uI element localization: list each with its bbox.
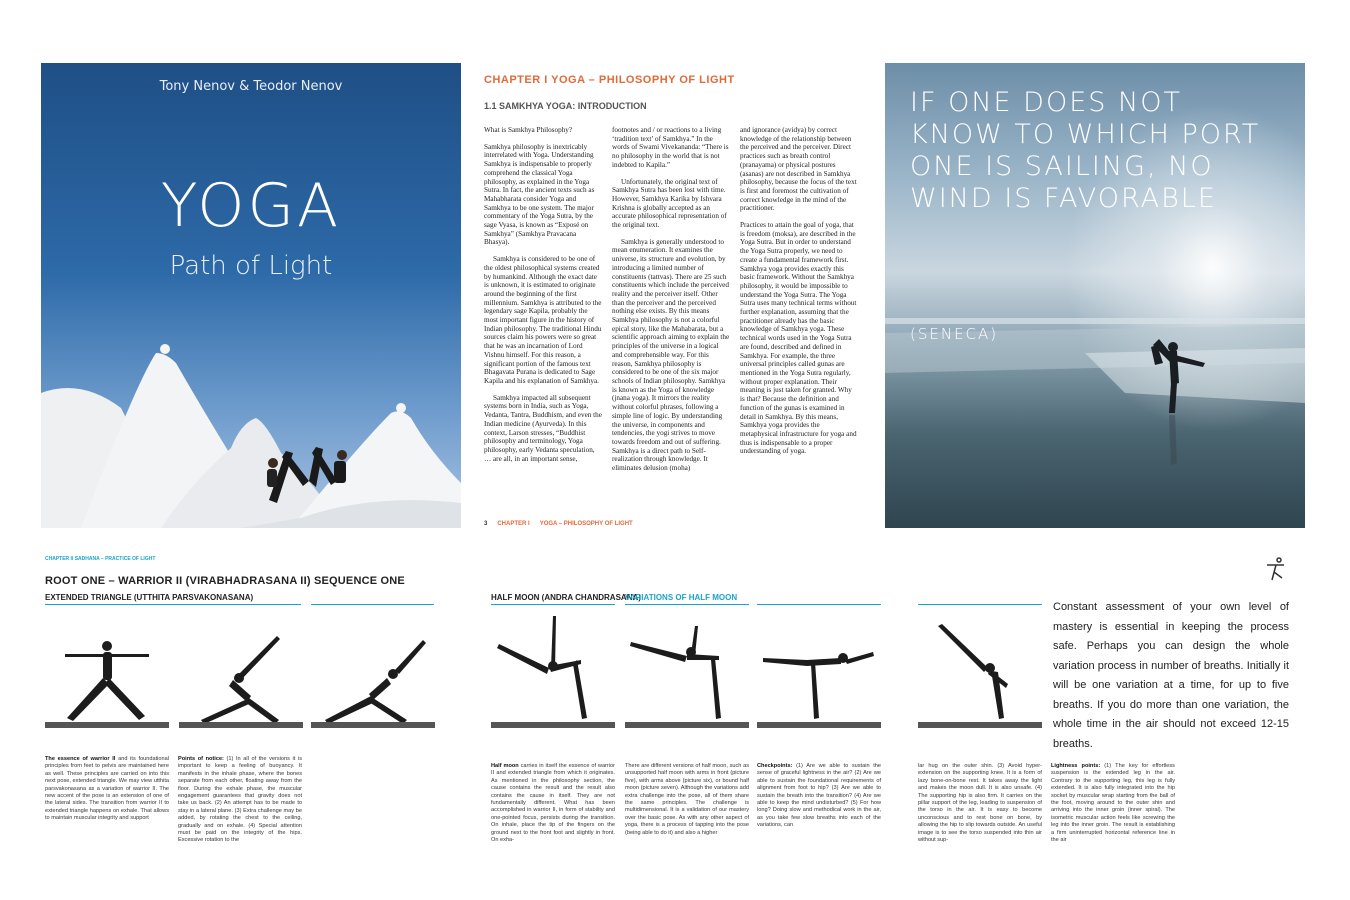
body-text: carries in itself the essence of warrior II and extended triangle from which it originates. As mentioned in the philosophy section, the cause contains the result and the result also contains the cause in itself. They are not fundamentally different. What has been accomplished in warrior II, in form of stability and one-pointed focus, persists during the transition. On inhale, place the tip of the fingers on the ground next to the front foot and slightly in front. On exha- xyxy=(491,763,615,844)
pull-quote: Constant assessment of your own level of mastery is essential in keeping the process safe. Perhaps you can design the whole variation process in number of breaths. Initially it will be one variation at a time, for up to five breaths. If you do more than one variation, the whole time in the air should not exceed 12-15 breaths. xyxy=(1053,601,1289,750)
paragraph: Samkhya is considered to be one of the oldest philosophical systems created by humankind. Although the exact date is unknown, it is estimated to originate around the beginning of the first millennium. Samkhya is attributed to the legendary sage Kapila, probably the most important figure in the history of Indian philosophy. The traditional Hindu sources claim his powers were so great that he was an incarnation of Lord Vishnu himself. For this reason, a significant portion of the famous text Bhagavata Purana is dedicated to Sage Kapila and his explanation of Samkhya. xyxy=(484,255,602,385)
body-text-column xyxy=(918,763,1042,844)
body-text: lar hug on the outer shin. (3) Avoid hyper-extension on the supporting knee. It is a form of lazy bone-on-bone rest. It takes away the light and makes the moon dull. It is also unsafe. (4) The supporting hip is also firm. It carries on the pillar support of the leg, leading to suspension of the torso in the air. It is easy to become unconscious and to rest bone on bone, by allowing the hip to slip towards outside. An useful image is to see the torso suspended into thin air without sup- xyxy=(918,763,1042,844)
page-number: 3 xyxy=(484,521,488,527)
lead-in: Half moon xyxy=(491,763,519,769)
paragraph: Samkhya impacted all subsequent systems born in India, such as Yoga, Vedanta, Tantra, Buddhism, and even the Indian medicine (Ayurveda). In this context, Larson stresses, “Buddhist philosophy and terminology, Yoga philosophy, early Vedanta speculation, … are all, in an important sense, xyxy=(484,393,602,463)
pose-photo xyxy=(757,612,881,728)
pose-photo xyxy=(491,612,615,728)
divider xyxy=(45,604,301,605)
divider xyxy=(311,604,434,605)
text-column-2 xyxy=(612,126,730,481)
divider xyxy=(918,604,1042,605)
cover-title: YOGA xyxy=(160,171,342,241)
cover-authors: Tony Nenov & Teodor Nenov xyxy=(159,79,343,94)
paragraph: Samkhya is generally understood to mean enumeration. It examines the universe, its structure and evolution, by introducing a limited number of constituents (tattvas). There are 25 such constituents which include the perceived reality and the perceiver itself. Other than the perceiver and the perceived nothing else exists. By this means Samkhya philosophy is not a colorful epical story, like the Mahabarata, but a scientific approach aiming to explain the principles of the universe in a logical and comprehensible way. For this reason, Samkhya philosophy is considered to be one of the six major schools of Indian philosophy. Samkhya is known as the Yoga of knowledge (jnana yoga). It mirrors the reality without colorful phrases, following a simple line of logic. By understanding the universe, in components and tendencies, the yogi strives to move towards freedom and out of suffering. Samkhya is a direct path to Self-realization through knowledge. It eliminates delusion (moha) xyxy=(612,237,730,473)
body-text-column xyxy=(1051,763,1175,844)
body-text-column xyxy=(178,756,302,845)
quote-photo-page xyxy=(885,63,1305,528)
paragraph: and ignorance (avidya) by correct knowledge of the relationship between the perceived and the perceiver. Direct practices such as breath control (pranayama) or physical postures (asanas) are not described in Samkhya philosophy, because the focus of the text is first and foremost the cultivation of correct knowledge in the mind of the practitioner. xyxy=(740,126,857,213)
paragraph: What is Samkhya Philosophy? xyxy=(484,126,573,134)
footer-chapter: CHAPTER I xyxy=(497,521,530,527)
body-text: and its foundational principles from feet to pelvis are maintained here as well. These principles are carried on into this next pose, extended triangle. We may view utthita parsvakonasana as a variation of warrior II. The new accent of the pose is an extension of one of the lateral sides. The transition from warrior II to extended triangle happens on exhale. That allows to maintain muscular integrity and support xyxy=(45,756,169,822)
body-text: (1) In all of the versions it is important to keep a feeling of buoyancy. It manifests in the inhale phase, where the bones separate from each other, floating away from the floor. During the exhale phase, the muscular engagement guarantees that gravity does not take us back. (2) An attempt has to be made to stay in a lateral plane. (3) Extra challenge may be added, by rotating the chest to the ceiling, gradually and on exhale. (4) Special attention must be paid on the integrity of the hips. Excessive rotation to the xyxy=(178,756,303,844)
page-footer xyxy=(484,512,633,530)
pose-photo xyxy=(45,618,169,728)
lead-in: Lightness points: xyxy=(1051,763,1101,769)
warrior-figure-icon xyxy=(45,618,169,728)
body-text: (1) Are we able to sustain the sense of graceful lightness in the air? (2) Are we able to sustain the foundational requirements of alignment from foot to hip? (3) Are we able to sustain the breath into the transition? (4) Are we able to keep the mind undisturbed? (5) For how long? Doing slow and methodical work in the air, as you take few slow breaths into each of the variations, can xyxy=(757,763,881,829)
quote-text: IF ONE DOES NOT KNOW TO WHICH PORT ONE IS SAILING, NO WIND IS FAVORABLE xyxy=(910,87,1261,214)
divider xyxy=(491,604,615,605)
lead-in: Checkpoints: xyxy=(757,763,793,769)
extended-triangle-figure-icon xyxy=(179,618,303,728)
pose-subheading: HALF MOON (ANDRA CHANDRASANA) xyxy=(491,593,641,602)
pose-photo xyxy=(918,612,1042,728)
pose-subheading: EXTENDED TRIANGLE (UTTHITA PARSVAKONASANA) xyxy=(45,593,254,602)
half-moon-arms-front-figure-icon xyxy=(625,612,749,728)
pose-photo xyxy=(179,618,303,728)
divider xyxy=(757,604,881,605)
half-moon-figure-icon xyxy=(491,612,615,728)
section-title: 1.1 SAMKHYA YOGA: INTRODUCTION xyxy=(484,101,647,111)
pose-subheading: VARIATIONS OF HALF MOON xyxy=(625,593,738,602)
body-text: (1) The key for effortless suspension is the extended leg in the air. Contrary to the supporting leg, this leg is fully extended. It is also fully integrated into the hip socket by muscular wrap starting from the ball of the foot, moving around to the outer shin and arriving into the inner groin (inner spiral). The isometric muscular action feels like screwing the leg into the inner groin. The result is establishing a firm uninterrupted horizontal reference line in the air xyxy=(1051,763,1175,844)
body-text: There are different versions of half moon, such as unsupported half moon with arms in front (picture five), with arms above (picture six), or bound half moon (picture seven). Although the variations add extra challenge into the pose, all of them share the same principles. The challenge is multidimensional. It is a validation of our mastery over the basic pose. As with any other aspect of yoga, there is a process of tapping into the pose (being able to do it) and also a higher xyxy=(625,763,749,836)
pose-photo xyxy=(311,618,435,728)
text-column-1 xyxy=(484,126,602,471)
stick-figure-icon xyxy=(1262,556,1288,587)
lead-in: Points of notice: xyxy=(178,756,224,762)
cover-rooftops-illustration xyxy=(41,63,461,528)
chapter-title: CHAPTER I YOGA – PHILOSOPHY OF LIGHT xyxy=(484,74,735,86)
half-moon-arms-above-figure-icon xyxy=(757,612,881,728)
body-text-column xyxy=(491,763,615,844)
lead-in: The essence of warrior II xyxy=(45,756,116,762)
body-text-column xyxy=(45,756,169,823)
text-column-3 xyxy=(740,126,858,464)
running-head: CHAPTER II SADHANA – PRACTICE OF LIGHT xyxy=(45,556,156,562)
pose-photo xyxy=(625,612,749,728)
divider xyxy=(625,604,749,605)
quote-author: (SENECA) xyxy=(910,325,999,343)
body-text-column xyxy=(757,763,881,830)
book-cover xyxy=(41,63,461,528)
paragraph: Practices to attain the goal of yoga, that is freedom (moksa), are described in the Yoga Sutra. But in order to understand the Yoga Sutra properly, we need to create a fundamental framework first. Samkhya yoga provides exactly this basic framework. Without the Samkhya philosophy, it would be impossible to understand the Yoga Sutra. The Yoga Sutra uses many technical terms without further explanation, assuming that the practitioner already has the basic knowledge of Samkhya yoga. These technical words used in the Yoga Sutra are found, described and defined in Samkhya. For example, the three universal principles called gunas are mentioned in the Yoga Sutra regularly, without proper explanation. Their meaning is just taken for granted. Why is that? Because the definition and function of the gunas is examined in detail in Samkhya. By this means, Samkhya yoga provides the metaphysical infrastructure for yoga and thus is indispensable to a proper understanding of yoga. xyxy=(740,221,857,456)
cover-subtitle: Path of Light xyxy=(169,251,333,281)
extended-triangle-variation-figure-icon xyxy=(311,618,435,728)
paragraph: Samkhya philosophy is inextricably interrelated with Yoga. Understanding Samkhya is indispensable to properly comprehend the classical Yoga philosophy, as explained in the Yoga Sutra. In fact, the ancient texts such as Mahabharata consider Yoga and Samkhya to be one system. The major commentary of the Yoga Sutra, by the sage Vyasa, is known as “Exposé on Samkhya” (Samkhya Pravacana Bhasya). xyxy=(484,142,595,247)
bound-half-moon-figure-icon xyxy=(918,612,1042,728)
footer-title: YOGA – PHILOSOPHY OF LIGHT xyxy=(539,521,633,527)
body-text-column xyxy=(625,763,749,837)
sequence-heading: ROOT ONE – WARRIOR II (VIRABHADRASANA II) SEQUENCE ONE xyxy=(45,575,405,587)
paragraph: Unfortunately, the original text of Samkhya Sutra has been lost with time. However, Samkhya Karika by Ishvara Krishna is globally accepted as an accurate philosophical representation of the original text. xyxy=(612,177,727,230)
paragraph: footnotes and / or reactions to a living ‘tradition text’ of Samkhya.” In the words of Swami Vivekananda: “There is no philosophy in the world that is not indebted to Kapila.” xyxy=(612,126,729,169)
